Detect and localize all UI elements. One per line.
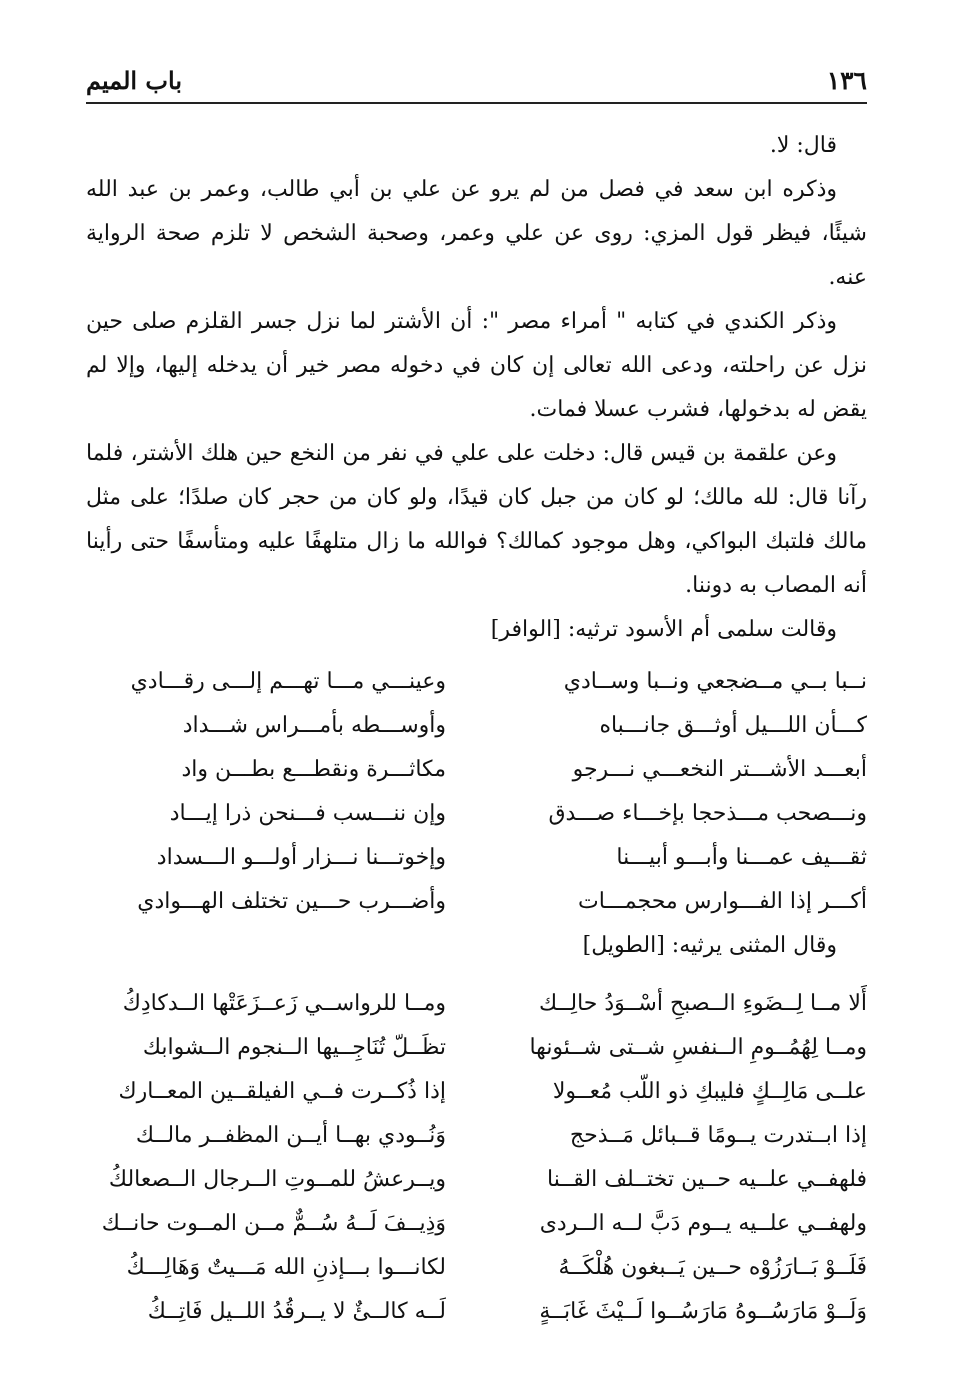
- verse-second-hemistich: ومــا للرواســي زَعــزَعَتْها الــدكادِكُ: [122, 991, 446, 1016]
- verse-row: [86, 1290, 867, 1334]
- verse-first-hemistich: وَلَــوْ مَارَسُــوهُ مَارَسُــوا لَــيْثَ غَابَــةٍ: [539, 1299, 867, 1324]
- verse-first-hemistich: فلهفــي علــيه حــين تختــلف القــنا: [547, 1167, 867, 1192]
- paragraph-kindi: وذكر الكندي في كتابه " أمراء مصر ": أن الأشتر لما نزل جسر القلزم صلى حين نزل عن راحلته، ودعى الله تعالى إن كان في دخوله مصر خير أن يدخله إليها، وإلا لم يقض له بدخولها، فشرب عسلا فمات.: [86, 309, 867, 422]
- page-body: [86, 124, 867, 1334]
- verse-first-hemistich: كـــأن اللـــيل أوثـــق جانـــباه: [599, 713, 867, 738]
- verse-second-hemistich: ويــرعشُ للمــوتِ الــرجال الــصعالكُ: [108, 1167, 446, 1192]
- verse-row: [86, 880, 867, 924]
- poem2-verses: [86, 982, 867, 1334]
- verse-first-hemistich: فَلَــوْ بَــارَزُوْه حــين يَــبغون هُلْكَــهُ: [558, 1255, 867, 1280]
- verse-second-hemistich: وإن ننـــسب فـــنحن ذرا إيـــاد: [169, 801, 446, 826]
- verse-second-hemistich: مكاثـــرة ونقطـــع بطـــن واد: [181, 757, 446, 782]
- paragraph-alqama: وعن علقمة بن قيس قال: دخلت على علي في نفر من النخع حين هلك الأشتر، فلما رآنا قال: لله مالك؛ لو كان من جبل كان قيدًا، ولو كان من حجر كان صلدًا؛ على مثل مالك فلتبك البواكي، وهل موجود كمالك؟ فوالله ما زال متلهفًا عليه ومتأسفًا حتى رأينا أنه المصاب به دوننا.: [86, 441, 867, 598]
- verse-row: [86, 1070, 867, 1114]
- verse-second-hemistich: وعينـــي مـــا تهـــم إلـــى رقـــادي: [130, 669, 446, 694]
- verse-second-hemistich: لَــه كالــئٌ لا يــرقُدُ اللــيل فَاتِــكُ: [147, 1299, 446, 1324]
- verse-first-hemistich: ونـــصحب مـــذحجا بإخـــاء صـــدق: [548, 801, 867, 826]
- verse-row: [86, 1158, 867, 1202]
- verse-second-hemistich: وَنُــودي بهــا أيــن المظفــر مالــك: [135, 1123, 446, 1148]
- verse-second-hemistich: تظَــلّ تُنَاجِــيها الــنجوم الــشوابك: [142, 1035, 446, 1060]
- poem2-intro: وقال المثنى يرثيه: [الطويل]: [582, 933, 837, 958]
- page-header: [86, 66, 867, 104]
- verse-row: [86, 1202, 867, 1246]
- verse-row: [86, 1114, 867, 1158]
- verse-first-hemistich: أبعـــد الأشـــتر النخعـــي نـــرجو: [572, 757, 867, 782]
- verse-second-hemistich: وأضـــرب حـــين تختلف الهـــوادي: [137, 889, 446, 914]
- paragraph-answer: قال: لا.: [769, 133, 837, 158]
- poem1-intro: وقالت سلمى أم الأسود ترثيه: [الوافر]: [490, 617, 837, 642]
- verse-row: [86, 1026, 867, 1070]
- verse-second-hemistich: إذا ذُكــرت فــي الفيلقــين المعــارك: [118, 1079, 446, 1104]
- page-number: ١٣٦: [826, 66, 867, 95]
- verse-row: [86, 660, 867, 704]
- verse-row: [86, 836, 867, 880]
- chapter-title: باب الميم: [86, 66, 183, 95]
- verse-first-hemistich: ثقـــيف عمـــنا وأبـــو أبيـــنا: [616, 845, 867, 870]
- verse-second-hemistich: وَذِيــفَ لَــهُ سُــمٌّ مــن المــوت حانــك: [101, 1211, 446, 1236]
- verse-first-hemistich: أَلا مــا لِــضَوءِ الــصبحِ أسْــوَدُ حالِــك: [538, 991, 867, 1016]
- verse-first-hemistich: أكـــر إذا الفـــوارس محجمـــات: [578, 889, 867, 914]
- verse-second-hemistich: وإخوتـــنا نـــزار أولـــو الـــسداد: [156, 845, 446, 870]
- verse-second-hemistich: وأوســـطه بأمـــراس شـــداد: [182, 713, 446, 738]
- verse-row: [86, 748, 867, 792]
- verse-first-hemistich: نــبا بــي مــضجعي ونــبا وســادي: [563, 669, 867, 694]
- verse-first-hemistich: ولهفــي علــيه يــوم دَبَّ لــه الــردى: [539, 1211, 867, 1236]
- verse-row: [86, 792, 867, 836]
- paragraph-ibn-saad: وذكره ابن سعد في فصل من لم يرو عن علي بن أبي طالب، وعمر بن عبد الله شيئًا، فيظر قول المزي: روى عن علي وعمر، وصحبة الشخص لا تلزم صحة الرواية عنه.: [86, 177, 867, 290]
- verse-second-hemistich: لكانـــوا بـــإذنِ الله مَـــيتٌ وَهَالِـــكُ: [126, 1255, 446, 1280]
- verse-first-hemistich: ومــا لِهُمُــومِ الــنفسِ شــتى شــئونها: [529, 1035, 867, 1060]
- verse-row: [86, 1246, 867, 1290]
- poem1-verses: [86, 660, 867, 924]
- verse-first-hemistich: إذا ابــتدرت يــومًا قــبائل مَــذحج: [569, 1123, 867, 1148]
- verse-first-hemistich: علــى مَالِــكٍ فليبكِ ذو اللّب مُعــولا: [552, 1079, 867, 1104]
- verse-row: [86, 982, 867, 1026]
- verse-row: [86, 704, 867, 748]
